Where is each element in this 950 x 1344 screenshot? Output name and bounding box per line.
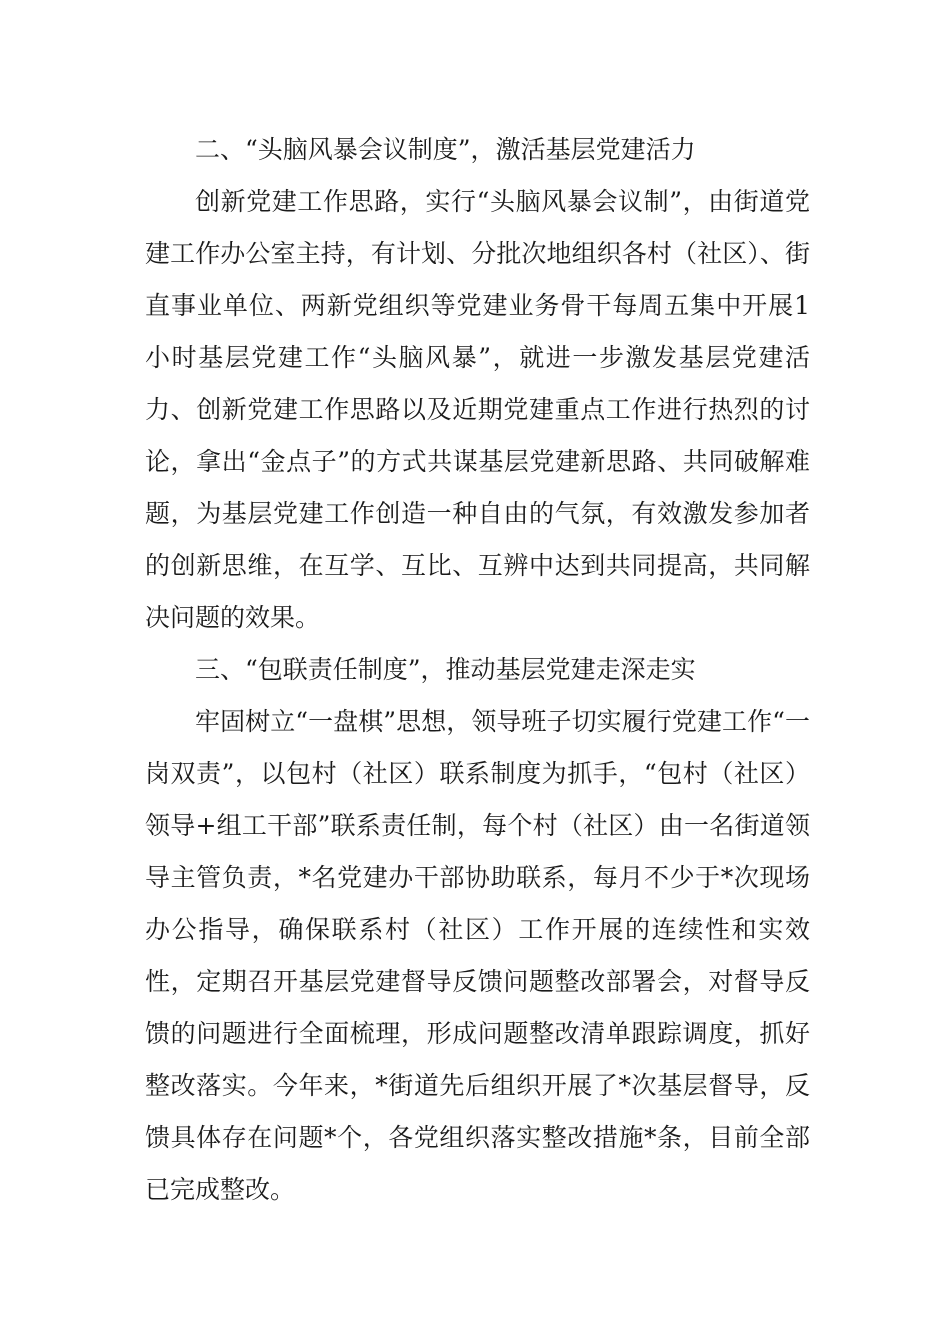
section-heading-2: 二、“头脑风暴会议制度”，激活基层党建活力	[195, 135, 696, 164]
section-paragraph-3: 牢固树立“一盘棋”思想，领导班子切实履行党建工作“一岗双责”，以包村（社区）联系制度为抓手，“包村（社区）领导+组工干部”联系责任制，每个村（社区）由一名街道领导主管负责，*名党建办干部协助联系，每月不少于*次现场办公指导，确保联系村（社区）工作开展的连续性和实效性，定期召开基层党建督导反馈问题整改部署会，对督导反馈的问题进行全面梳理，形成问题整改清单跟踪调度，抓好整改落实。今年来，*街道先后组织开展了*次基层督导，反馈具体存在问题*个，各党组织落实整改措施*条，目前全部已完成整改。	[145, 707, 810, 1204]
document-body	[145, 124, 810, 1216]
section-heading-3: 三、“包联责任制度”，推动基层党建走深走实	[195, 655, 696, 684]
section-paragraph-2: 创新党建工作思路，实行“头脑风暴会议制”，由街道党建工作办公室主持，有计划、分批次地组织各村（社区）、街直事业单位、两新党组织等党建业务骨干每周五集中开展1小时基层党建工作“头脑风暴”，就进一步激发基层党建活力、创新党建工作思路以及近期党建重点工作进行热烈的讨论，拿出“金点子”的方式共谋基层党建新思路、共同破解难题，为基层党建工作创造一种自由的气氛，有效激发参加者的创新思维，在互学、互比、互辨中达到共同提高，共同解决问题的效果。	[145, 187, 810, 632]
